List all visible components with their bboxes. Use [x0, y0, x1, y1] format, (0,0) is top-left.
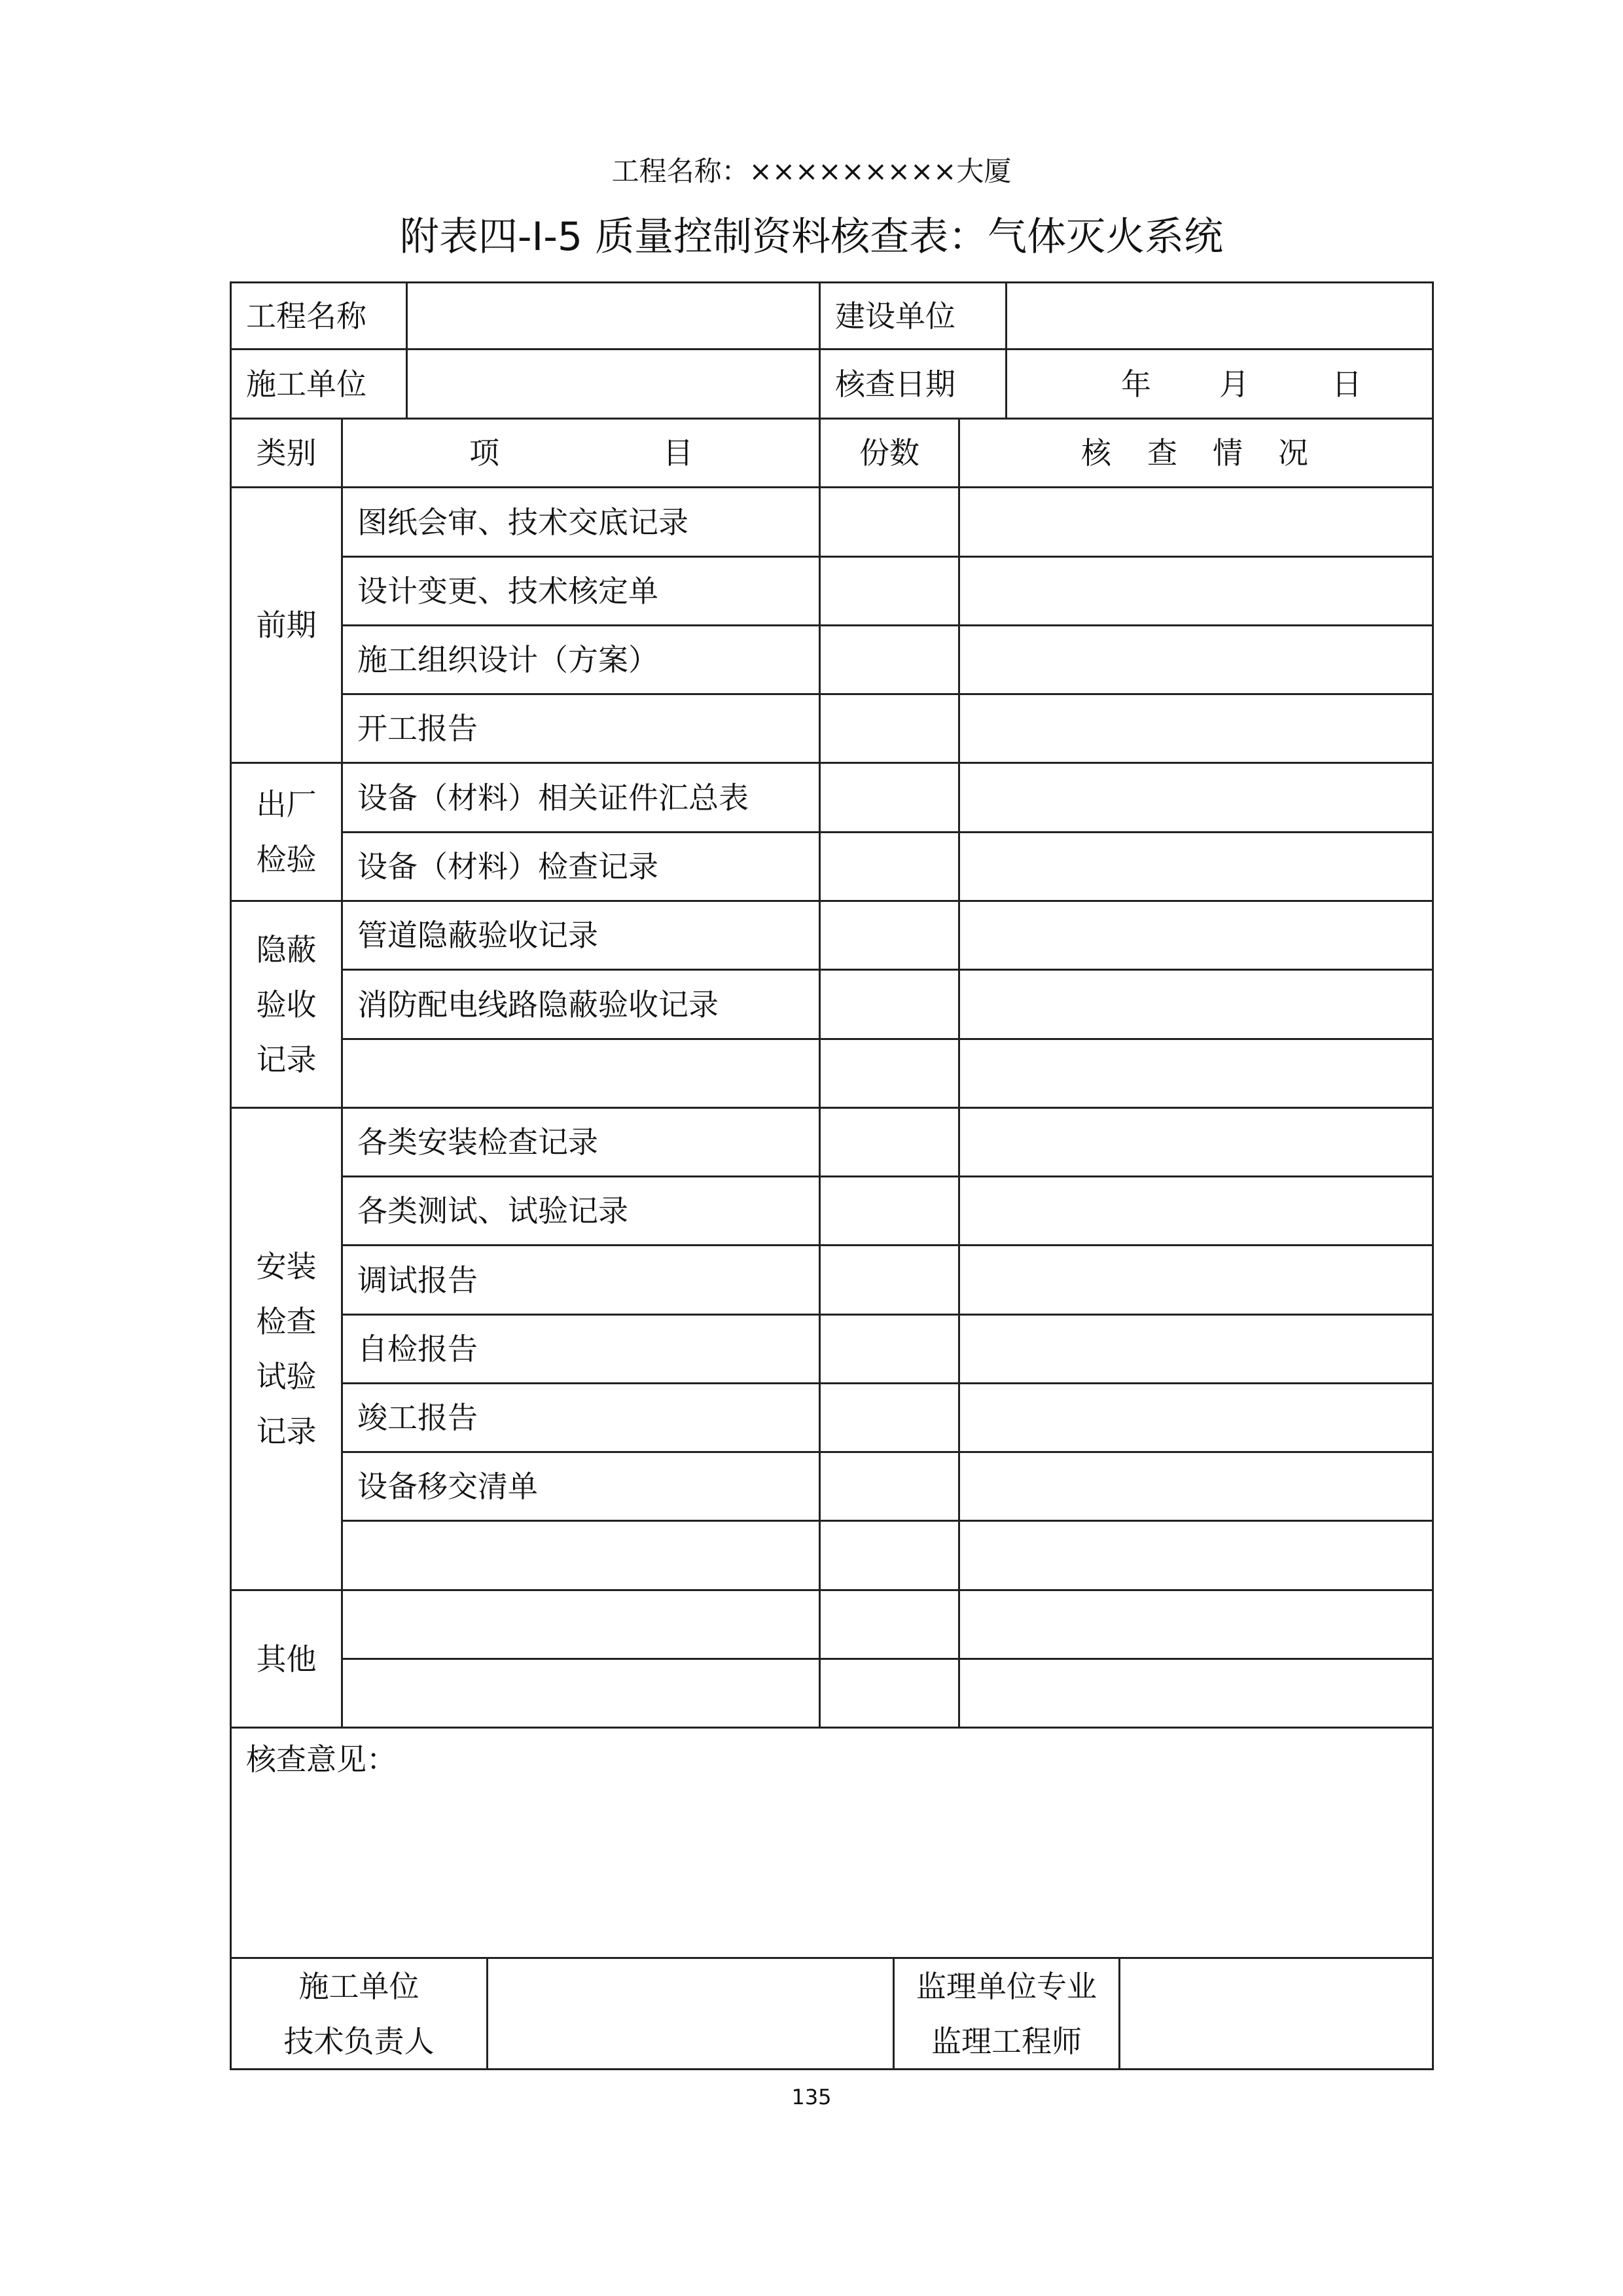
category-text: 记录 — [256, 1041, 317, 1077]
row-divider — [230, 1727, 1434, 1729]
category-other — [232, 1591, 341, 1727]
opinion-field[interactable] — [232, 1791, 1432, 1957]
item-row: 图纸会审、技术交底记录 — [357, 504, 688, 540]
project-name-line: 工程名称：×××××××××大厦 — [611, 155, 1012, 187]
signature-label-text: 监理工程师 — [931, 2023, 1082, 2059]
category-text: 隐蔽 — [256, 931, 317, 967]
check-date-label: 核查日期 — [835, 366, 955, 402]
category-early — [232, 488, 341, 762]
builder-field[interactable] — [408, 350, 819, 418]
item-row: 施工组织设计（方案） — [357, 642, 658, 677]
category-text: 检验 — [256, 842, 317, 877]
category-text: 安装 — [256, 1249, 317, 1284]
item-row: 自检报告 — [357, 1331, 478, 1367]
day-label: 日 — [1332, 366, 1362, 402]
item-row: 竣工报告 — [357, 1400, 478, 1435]
status-header-char: 况 — [1278, 435, 1308, 471]
col-divider — [958, 418, 960, 1727]
category-text: 出厂 — [256, 787, 317, 822]
project-name-label: 工程名称 — [246, 298, 366, 334]
item-row: 设计变更、技术核定单 — [357, 573, 658, 609]
item-row — [343, 1522, 819, 1589]
opinion-label: 核查意见： — [246, 1742, 397, 1777]
category-text: 记录 — [256, 1414, 317, 1449]
builder-signature-field[interactable] — [488, 1959, 893, 2068]
year-label: 年 — [1121, 366, 1151, 402]
category-text: 验收 — [256, 986, 317, 1022]
item-row: 设备移交清单 — [357, 1469, 538, 1504]
item-row — [343, 1040, 819, 1107]
category-text: 前期 — [256, 607, 317, 643]
signature-label-text: 施工单位 — [298, 1968, 419, 2004]
category-factory-inspection — [232, 764, 341, 900]
status-header-char: 情 — [1213, 435, 1243, 471]
check-date-field[interactable] — [1007, 350, 1432, 418]
status-header-char: 查 — [1147, 435, 1177, 471]
item-header-char: 项 — [469, 435, 499, 471]
month-label: 月 — [1219, 366, 1249, 402]
item-row: 设备（材料）检查记录 — [357, 849, 658, 884]
status-header — [960, 420, 1432, 486]
col-divider — [819, 418, 821, 1727]
category-concealed-acceptance — [232, 902, 341, 1107]
copies-header: 份数 — [859, 435, 919, 471]
item-row: 开工报告 — [357, 711, 478, 746]
construction-unit-label: 建设单位 — [835, 298, 955, 334]
builder-tech-lead-label — [232, 1959, 486, 2068]
category-text: 检查 — [256, 1304, 317, 1339]
signature-label-text: 技术负责人 — [283, 2023, 435, 2059]
item-row: 设备（材料）相关证件汇总表 — [357, 780, 749, 816]
item-row: 各类测试、试验记录 — [357, 1193, 628, 1229]
item-header-char: 目 — [663, 435, 693, 471]
form-title: 附表四-Ⅰ-5 质量控制资料核查表：气体灭火系统 — [399, 214, 1224, 260]
signature-label-text: 监理单位专业 — [916, 1968, 1097, 2004]
supervisor-engineer-label — [895, 1959, 1118, 2068]
category-text: 试验 — [256, 1359, 317, 1394]
page-number: 135 — [791, 2085, 832, 2109]
item-row: 管道隐蔽验收记录 — [357, 918, 598, 953]
construction-unit-field[interactable] — [1007, 283, 1432, 348]
item-row: 调试报告 — [357, 1262, 478, 1298]
project-name-field[interactable] — [408, 283, 819, 348]
item-row: 各类安装检查记录 — [357, 1124, 598, 1160]
supervisor-signature-field[interactable] — [1120, 1959, 1432, 2068]
category-text: 其他 — [256, 1641, 317, 1677]
item-row — [343, 1591, 819, 1658]
item-row — [343, 1660, 819, 1727]
item-row: 消防配电线路隐蔽验收记录 — [357, 986, 719, 1022]
status-header-char: 核 — [1081, 435, 1111, 471]
category-installation-tests — [232, 1109, 341, 1589]
builder-label: 施工单位 — [246, 366, 366, 402]
item-header — [343, 420, 819, 486]
category-header: 类别 — [256, 435, 317, 471]
